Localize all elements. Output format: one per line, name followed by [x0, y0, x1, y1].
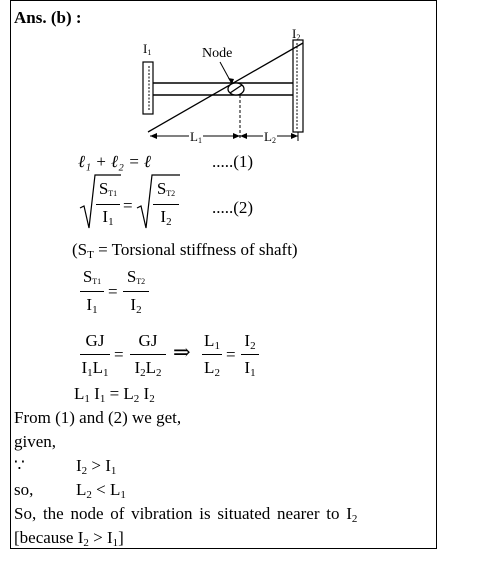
- eq4-fraction-d: $I_2$ $I_1$: [241, 330, 259, 380]
- so-word: so,: [14, 480, 34, 499]
- eq4-fraction-b: GJ $I_2L_2$: [130, 330, 166, 380]
- eq2-equals: =: [123, 196, 133, 215]
- label-i2: I2: [292, 26, 301, 42]
- equation-5: $L_1$ $I_1 = L_2$ $I_2$: [74, 384, 155, 405]
- eq2-right-fraction: ST2 $I_2$: [153, 176, 179, 228]
- label-i1: I1: [143, 41, 152, 57]
- reason-line: [because $I_2 > I_1$]: [14, 528, 124, 549]
- eq2-left-fraction: ST1 $I_1$: [96, 176, 120, 228]
- from-line: From (1) and (2) we get,: [14, 408, 182, 427]
- eq4-equals-1: =: [114, 345, 124, 364]
- equation-2-tag: .....(2): [212, 198, 254, 217]
- torsion-diagram: [0, 0, 484, 160]
- eq4-fraction-a: GJ $I_1L_1$: [81, 331, 109, 379]
- rotor-i1: [143, 62, 153, 114]
- given-line: given,: [14, 432, 57, 451]
- eq3-left-fraction: ST1 $I_1$: [80, 266, 104, 316]
- rotor-i2: [293, 40, 303, 132]
- label-l2: L2: [264, 129, 276, 145]
- label-l1: L1: [190, 129, 202, 145]
- conclusion-line: So, the node of vibration is situated nearer to $I_2$: [14, 504, 358, 525]
- equation-1-tag: .....(1): [212, 152, 254, 171]
- eq3-right-fraction: ST2 $I_2$: [123, 266, 149, 316]
- since-expression: $I_2 > I_1$: [76, 456, 117, 477]
- torsional-stiffness-note: ($S_T$ = Torsional stiffness of shaft): [72, 240, 298, 261]
- answer-heading: Ans. (b) :: [14, 8, 82, 27]
- implies-arrow: ⇒: [173, 340, 191, 364]
- eq4-fraction-c: $L_1$ $L_2$: [202, 330, 222, 380]
- eq3-equals: =: [108, 282, 118, 301]
- since-symbol: ∵: [14, 456, 25, 475]
- label-node: Node: [202, 46, 233, 61]
- eq4-equals-2: =: [226, 345, 236, 364]
- so-expression: $L_2 < L_1$: [76, 480, 126, 501]
- equation-1: ℓ₁ + ℓ₂ = ℓ: [78, 152, 152, 171]
